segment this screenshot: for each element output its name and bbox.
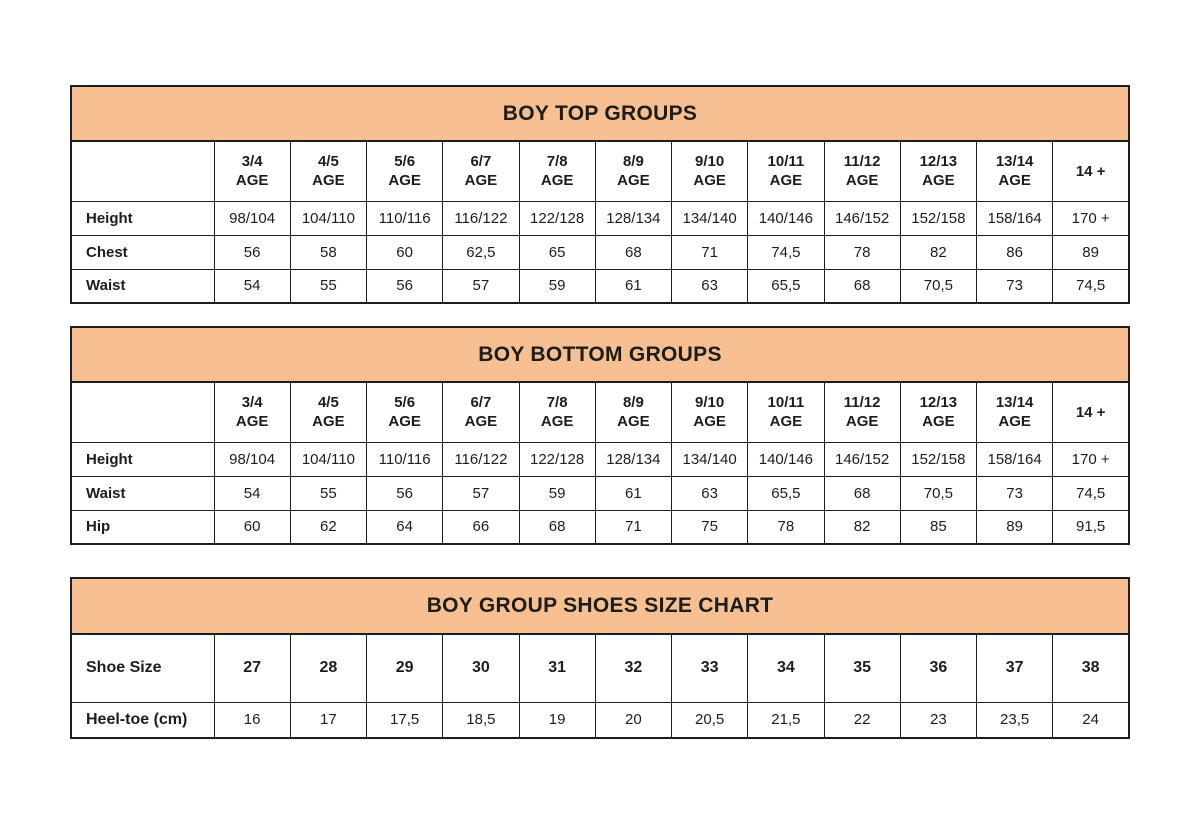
header-line: 3/4 (241, 153, 263, 171)
header-line: 30 (471, 659, 490, 677)
corner-cell (71, 382, 214, 442)
column-header-cell (824, 382, 900, 442)
data-cell: 89 (1053, 235, 1129, 269)
header-line: AGE (769, 172, 803, 190)
header-line: 34 (776, 659, 795, 677)
table-row (71, 201, 1129, 235)
size-grid (70, 140, 1130, 304)
data-cell: 56 (367, 269, 443, 303)
table-row (71, 269, 1129, 303)
header-line: AGE (464, 413, 498, 431)
data-cell: 98/104 (214, 442, 290, 476)
table-row (71, 702, 1129, 738)
data-cell: 116/122 (443, 442, 519, 476)
data-cell: 140/146 (748, 201, 824, 235)
header-line: 9/10 (695, 394, 725, 412)
header-line: 4/5 (317, 153, 339, 171)
table-body (71, 442, 1129, 544)
header-line: AGE (312, 413, 345, 431)
data-cell: 61 (595, 476, 671, 510)
column-header-cell (1053, 634, 1129, 702)
data-cell: 158/164 (977, 201, 1053, 235)
header-line: AGE (540, 413, 574, 431)
data-cell: 146/152 (824, 442, 900, 476)
table-row (71, 442, 1129, 476)
data-cell: 57 (443, 476, 519, 510)
column-header-cell (672, 141, 748, 201)
header-line: 36 (929, 659, 948, 677)
data-cell: 152/158 (900, 442, 976, 476)
data-cell: 58 (290, 235, 366, 269)
header-line: 35 (853, 659, 872, 677)
header-line: 11/12 (843, 394, 881, 412)
data-cell: 55 (290, 269, 366, 303)
column-header-cell (900, 141, 976, 201)
data-cell: 74,5 (1053, 269, 1129, 303)
table-row (71, 235, 1129, 269)
header-line: AGE (235, 413, 269, 431)
header-line: 10/11 (767, 153, 805, 171)
data-cell: 122/128 (519, 201, 595, 235)
table-title: BOY TOP GROUPS (502, 101, 698, 125)
header-line: AGE (998, 172, 1031, 190)
column-header-cell (290, 634, 366, 702)
header-line: 13/14 (995, 394, 1034, 412)
data-cell: 54 (214, 476, 290, 510)
column-header-cell (367, 141, 443, 201)
row-label-cell: Waist (71, 269, 214, 303)
row-label-cell: Chest (71, 235, 214, 269)
header-line: 14 + (1075, 403, 1106, 421)
data-cell: 170 + (1053, 442, 1129, 476)
data-cell: 24 (1053, 702, 1129, 738)
data-cell: 82 (900, 235, 976, 269)
column-header-cell (443, 141, 519, 201)
data-cell: 19 (519, 702, 595, 738)
column-header-cell (367, 382, 443, 442)
column-header-cell (367, 634, 443, 702)
header-line: 31 (548, 659, 567, 677)
header-line: 9/10 (695, 153, 725, 171)
data-cell: 68 (824, 269, 900, 303)
header-line: 12/13 (919, 394, 958, 412)
size-grid (70, 381, 1130, 545)
column-header-cell (519, 634, 595, 702)
header-line: AGE (998, 413, 1031, 431)
data-cell: 65,5 (748, 269, 824, 303)
data-cell: 20,5 (672, 702, 748, 738)
column-header-cell (900, 382, 976, 442)
header-line: AGE (540, 172, 574, 190)
column-header-cell (443, 382, 519, 442)
data-cell: 17,5 (367, 702, 443, 738)
data-cell: 152/158 (900, 201, 976, 235)
data-cell: 86 (977, 235, 1053, 269)
header-line: 13/14 (995, 153, 1034, 171)
header-line: AGE (388, 413, 421, 431)
header-line: 8/9 (622, 153, 644, 171)
data-cell: 21,5 (748, 702, 824, 738)
boy-top-groups-table (70, 85, 1130, 304)
header-line: 28 (319, 659, 338, 677)
data-cell: 134/140 (672, 201, 748, 235)
header-line: 38 (1081, 659, 1100, 677)
column-header-cell (900, 634, 976, 702)
data-cell: 65,5 (748, 476, 824, 510)
row-label-cell: Height (71, 442, 214, 476)
table-title: BOY BOTTOM GROUPS (478, 342, 722, 366)
data-cell: 68 (519, 510, 595, 544)
data-cell: 23,5 (977, 702, 1053, 738)
table-title-band (70, 577, 1130, 633)
table-title-band (70, 85, 1130, 140)
column-header-cell (672, 382, 748, 442)
data-cell: 54 (214, 269, 290, 303)
column-header-cell (214, 634, 290, 702)
row-label-cell: Height (71, 201, 214, 235)
column-header-cell (214, 382, 290, 442)
data-cell: 60 (367, 235, 443, 269)
data-cell: 22 (824, 702, 900, 738)
data-cell: 65 (519, 235, 595, 269)
column-header-cell (519, 141, 595, 201)
header-line: AGE (617, 413, 650, 431)
data-cell: 91,5 (1053, 510, 1129, 544)
data-cell: 23 (900, 702, 976, 738)
header-line: 8/9 (622, 394, 644, 412)
data-cell: 68 (595, 235, 671, 269)
data-cell: 16 (214, 702, 290, 738)
data-cell: 122/128 (519, 442, 595, 476)
data-cell: 71 (595, 510, 671, 544)
column-header-cell (672, 634, 748, 702)
row-label-cell: Hip (71, 510, 214, 544)
column-header-cell (1053, 382, 1129, 442)
table-head (71, 634, 1129, 702)
column-header-cell (748, 382, 824, 442)
data-cell: 73 (977, 476, 1053, 510)
header-line: AGE (922, 172, 955, 190)
data-cell: 59 (519, 269, 595, 303)
header-line: 4/5 (317, 394, 339, 412)
data-cell: 66 (443, 510, 519, 544)
data-cell: 57 (443, 269, 519, 303)
column-header-cell (824, 141, 900, 201)
column-header-cell (1053, 141, 1129, 201)
header-line: AGE (312, 172, 345, 190)
header-line: AGE (617, 172, 650, 190)
row-label-cell: Heel-toe (cm) (71, 702, 214, 738)
data-cell: 71 (672, 235, 748, 269)
data-cell: 63 (672, 476, 748, 510)
table-title: BOY GROUP SHOES SIZE CHART (426, 594, 774, 617)
header-line: AGE (922, 413, 955, 431)
data-cell: 110/116 (367, 201, 443, 235)
column-header-cell (748, 141, 824, 201)
header-line: AGE (464, 172, 498, 190)
data-cell: 75 (672, 510, 748, 544)
column-header-cell (214, 141, 290, 201)
header-line: 33 (700, 659, 719, 677)
data-cell: 20 (595, 702, 671, 738)
column-header-cell (977, 634, 1053, 702)
data-cell: 63 (672, 269, 748, 303)
header-line: AGE (693, 172, 726, 190)
header-line: AGE (693, 413, 726, 431)
table-body (71, 702, 1129, 738)
data-cell: 62 (290, 510, 366, 544)
data-cell: 82 (824, 510, 900, 544)
data-cell: 61 (595, 269, 671, 303)
table-head (71, 141, 1129, 201)
data-cell: 110/116 (367, 442, 443, 476)
data-cell: 56 (214, 235, 290, 269)
row-label-cell: Waist (71, 476, 214, 510)
corner-cell: Shoe Size (71, 634, 214, 702)
column-header-cell (595, 634, 671, 702)
data-cell: 85 (900, 510, 976, 544)
header-line: 27 (243, 659, 262, 677)
data-cell: 68 (824, 476, 900, 510)
data-cell: 134/140 (672, 442, 748, 476)
data-cell: 98/104 (214, 201, 290, 235)
column-header-cell (824, 634, 900, 702)
data-cell: 104/110 (290, 201, 366, 235)
table-row (71, 476, 1129, 510)
data-cell: 70,5 (900, 269, 976, 303)
header-row (71, 634, 1129, 702)
header-line: 32 (624, 659, 643, 677)
column-header-cell (519, 382, 595, 442)
data-cell: 170 + (1053, 201, 1129, 235)
header-line: 6/7 (470, 153, 492, 171)
header-row (71, 141, 1129, 201)
data-cell: 89 (977, 510, 1053, 544)
header-line: 12/13 (919, 153, 958, 171)
header-row (71, 382, 1129, 442)
column-header-cell (595, 382, 671, 442)
header-line: AGE (845, 413, 879, 431)
header-line: 5/6 (394, 394, 416, 412)
header-line: AGE (235, 172, 269, 190)
data-cell: 104/110 (290, 442, 366, 476)
column-header-cell (977, 382, 1053, 442)
column-header-cell (595, 141, 671, 201)
table-head (71, 382, 1129, 442)
header-line: 10/11 (767, 394, 805, 412)
data-cell: 73 (977, 269, 1053, 303)
column-header-cell (443, 634, 519, 702)
data-cell: 140/146 (748, 442, 824, 476)
data-cell: 70,5 (900, 476, 976, 510)
header-line: 37 (1005, 659, 1024, 677)
data-cell: 74,5 (1053, 476, 1129, 510)
header-line: 29 (395, 659, 414, 677)
column-header-cell (290, 141, 366, 201)
column-header-cell (290, 382, 366, 442)
header-line: 3/4 (241, 394, 263, 412)
data-cell: 78 (824, 235, 900, 269)
header-line: 14 + (1075, 162, 1106, 180)
data-cell: 74,5 (748, 235, 824, 269)
size-grid (70, 633, 1130, 739)
header-line: 7/8 (546, 153, 568, 171)
column-header-cell (977, 141, 1053, 201)
data-cell: 128/134 (595, 201, 671, 235)
table-body (71, 201, 1129, 303)
header-line: AGE (769, 413, 803, 431)
data-cell: 60 (214, 510, 290, 544)
data-cell: 116/122 (443, 201, 519, 235)
data-cell: 146/152 (824, 201, 900, 235)
column-header-cell (748, 634, 824, 702)
data-cell: 64 (367, 510, 443, 544)
table-title-band (70, 326, 1130, 381)
boy-bottom-groups-table (70, 326, 1130, 545)
header-line: 6/7 (470, 394, 492, 412)
data-cell: 128/134 (595, 442, 671, 476)
header-line: AGE (388, 172, 421, 190)
header-line: AGE (845, 172, 879, 190)
data-cell: 56 (367, 476, 443, 510)
data-cell: 59 (519, 476, 595, 510)
data-cell: 62,5 (443, 235, 519, 269)
header-line: 7/8 (546, 394, 568, 412)
header-line: 5/6 (394, 153, 416, 171)
data-cell: 17 (290, 702, 366, 738)
data-cell: 158/164 (977, 442, 1053, 476)
header-line: 11/12 (843, 153, 881, 171)
boy-shoes-size-table (70, 577, 1130, 739)
data-cell: 78 (748, 510, 824, 544)
data-cell: 18,5 (443, 702, 519, 738)
data-cell: 55 (290, 476, 366, 510)
corner-cell (71, 141, 214, 201)
table-row (71, 510, 1129, 544)
